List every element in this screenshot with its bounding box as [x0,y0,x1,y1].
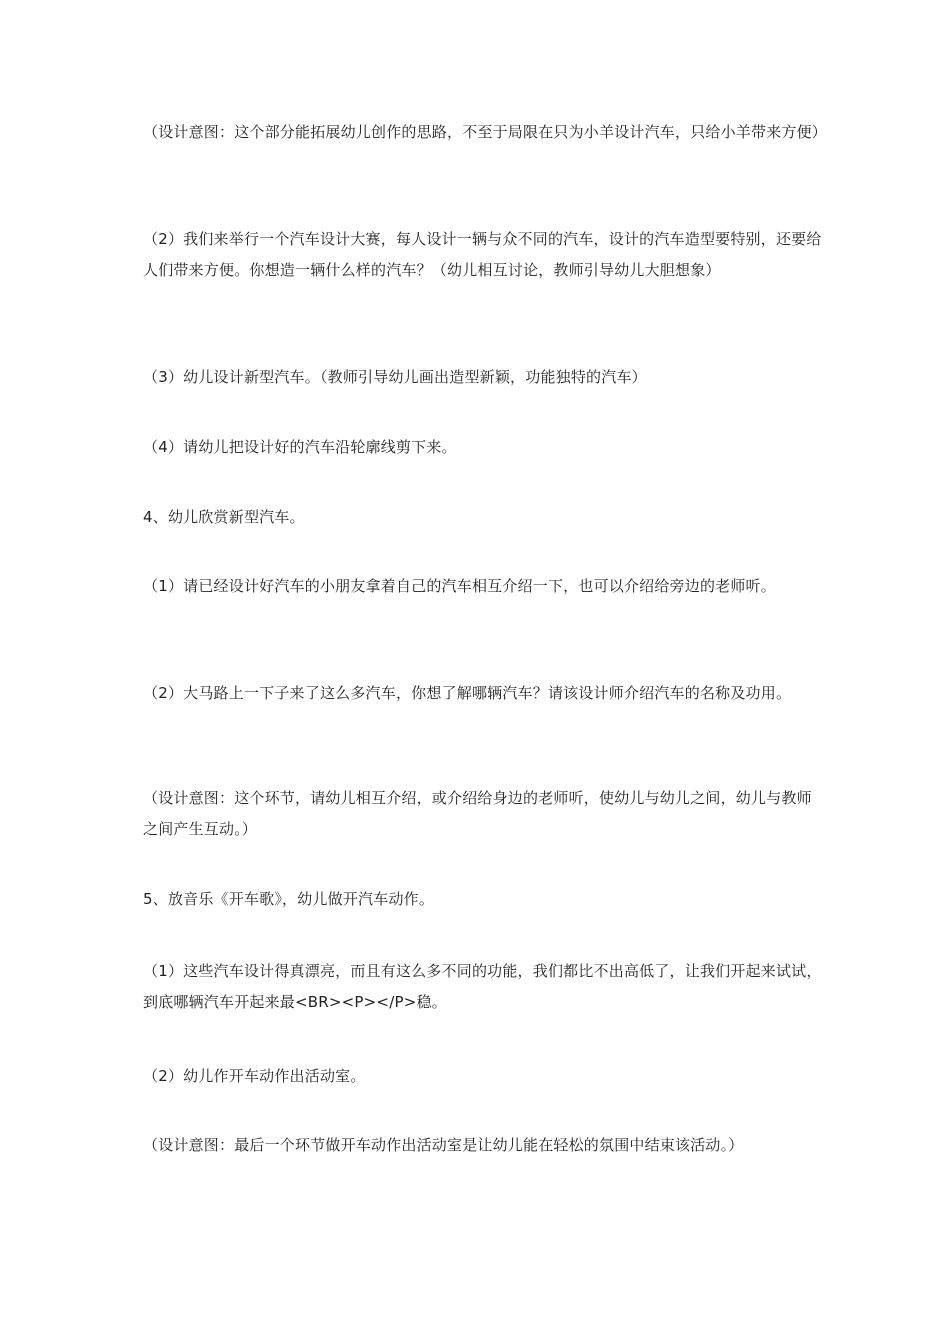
section-5-heading: 5、放音乐《开车歌》，幼儿做开汽车动作。 [143,890,435,908]
design-intent-note-3: （设计意图：最后一个环节做开车动作出活动室是让幼儿能在轻松的氛围中结束该活动。） [143,1136,744,1154]
design-intent-note-1: （设计意图：这个部分能拓展幼儿创作的思路，不至于局限在只为小羊设计汽车，只给小羊带来方便） [143,123,828,141]
step-3-4-paragraph: （4）请幼儿把设计好的汽车沿轮廓线剪下来。 [143,438,457,456]
design-intent-note-2: （设计意图：这个环节，请幼儿相互介绍，或介绍给身边的老师听，使幼儿与幼儿之间，幼儿与教师之间产生互动。） [143,789,812,838]
section-4-heading: 4、幼儿欣赏新型汽车。 [143,508,305,526]
step-4-1-paragraph: （1）请已经设计好汽车的小朋友拿着自己的汽车相互介绍一下，也可以介绍给旁边的老师听。 [143,577,776,595]
step-5-1-paragraph: （1）这些汽车设计得真漂亮，而且有这么多不同的功能，我们都比不出高低了，让我们开起来试试，到底哪辆汽车开起来最<BR><P></P>稳。 [143,962,822,1011]
step-3-2-paragraph: （2）我们来举行一个汽车设计大赛，每人设计一辆与众不同的汽车，设计的汽车造型要特别，还要给人们带来方便。你想造一辆什么样的汽车？（幼儿相互讨论，教师引导幼儿大胆想象） [143,230,822,279]
step-5-2-paragraph: （2）幼儿作开车动作出活动室。 [143,1067,366,1085]
step-3-3-paragraph: （3）幼儿设计新型汽车。（教师引导幼儿画出造型新颖，功能独特的汽车） [143,368,647,386]
step-4-2-paragraph: （2）大马路上一下子来了这么多汽车，你想了解哪辆汽车？请该设计师介绍汽车的名称及功用。 [143,684,792,702]
